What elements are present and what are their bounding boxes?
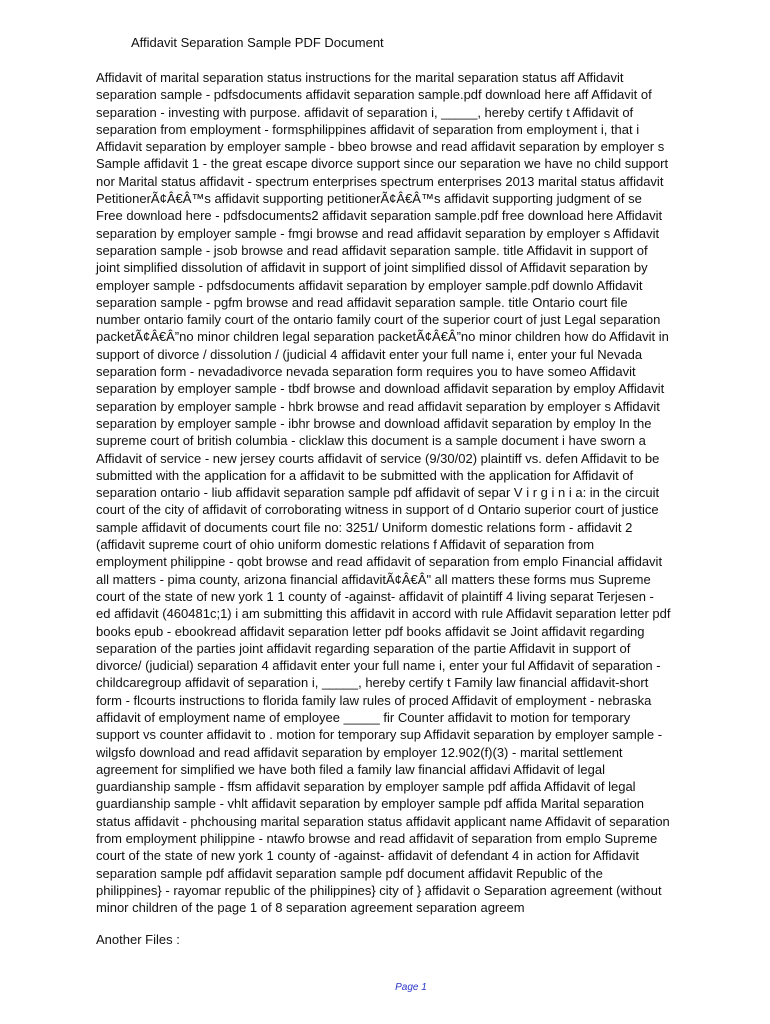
body-text-line: Affidavit of service - new jersey courts affidavit of service (9/30/02) plaintiff vs. defen Affidavit to be: [96, 450, 660, 466]
body-text-line: support vs counter affidavit to . motion for temporary sup Affidavit separation by employer sample -: [96, 727, 663, 743]
body-text-line: sample affidavit of documents court file no: 3251/ Uniform domestic relations form - affidavit 2: [96, 519, 633, 535]
body-text-line: separation of the parties joint affidavit regarding separation of the partie Affidavit in support of: [96, 640, 631, 656]
body-text-line: philippines} - rayomar republic of the philippines} city of } affidavit o Separation agreement (without: [96, 882, 662, 898]
body-text-line: separation from employment - formsphilippines affidavit of separation from employment i, that i: [96, 121, 640, 137]
body-text-line: supreme court of british columbia - clicklaw this document is a sample document i have sworn a: [96, 433, 646, 449]
body-text-line: minor children of the page 1 of 8 separation agreement separation agreem: [96, 900, 525, 916]
body-text-line: PetitionerÃ¢Â€Â™s affidavit supporting petitionerÃ¢Â€Â™s affidavit supporting judgment of se: [96, 191, 642, 207]
body-text-line: separation sample - pdfsdocuments affidavit separation sample.pdf download here aff Affidavit of: [96, 87, 652, 103]
body-text-line: separation form - nevadadivorce nevada separation form requires you to have someo Affidavit: [96, 364, 636, 380]
body-text-line: separation by employer sample - fmgi browse and read affidavit separation by employer s Affidavit: [96, 225, 660, 241]
body-text-line: Sample affidavit 1 - the great escape divorce support since our separation we have no child support: [96, 156, 669, 172]
body-text-line: joint simplified dissolution of affidavit in support of joint simplified dissol of Affidavit separation by: [96, 260, 648, 276]
body-text-line: separation sample - pgfm browse and read affidavit separation sample. title Ontario court file: [96, 294, 628, 310]
document-title: Affidavit Separation Sample PDF Document: [131, 35, 384, 50]
body-text-line: separation by employer sample - hbrk browse and read affidavit separation by employer s Affidavit: [96, 398, 660, 414]
body-text-line: separation - investing with purpose. affidavit of separation i, _____, hereby certify t Affidavit of: [96, 104, 634, 120]
body-text-line: Free download here - pdfsdocuments2 affidavit separation sample.pdf free download here Affidavit: [96, 208, 663, 224]
body-text-line: Affidavit separation by employer sample - bbeo browse and read affidavit separation by employer s: [96, 139, 665, 155]
body-text-line: separation sample pdf affidavit separation sample pdf document affidavit Republic of the: [96, 865, 603, 881]
body-text-line: guardianship sample - vhlt affidavit separation by employer sample pdf affida Marital separation: [96, 796, 644, 812]
page-number: Page 1: [395, 982, 427, 993]
body-text-line: Affidavit of marital separation status instructions for the marital separation status aff Affidavit: [96, 70, 624, 85]
body-text-line: affidavit of employment name of employee _____ fir Counter affidavit to motion for temporary: [96, 709, 631, 725]
body-text-line: submitted with the application for a affidavit to be submitted with the application for Affidavit of: [96, 467, 634, 483]
body-text-line: separation by employer sample - tbdf browse and download affidavit separation by employ Affidavit: [96, 381, 665, 397]
body-text-line: agreement for simplified we have both filed a family law financial affidavi Affidavit of legal: [96, 761, 605, 777]
body-text-line: childcaregroup affidavit of separation i, _____, hereby certify t Family law financial affidavit-short: [96, 675, 649, 691]
body-text-line: support of divorce / dissolution / (judicial 4 affidavit enter your full name i, enter your ful Nevada: [96, 346, 643, 362]
body-text-line: (affidavit supreme court of ohio uniform domestic relations f Affidavit of separation from: [96, 537, 595, 553]
body-text-line: nor Marital status affidavit - spectrum enterprises spectrum enterprises 2013 marital status affidavit: [96, 173, 664, 189]
body-text-line: all matters - pima county, arizona financial affidavitÃ¢Â€Â" all matters these forms mus Supreme: [96, 571, 651, 587]
body-text-line: status affidavit - phchousing marital separation status affidavit applicant name Affidavit of separation: [96, 813, 670, 829]
body-text-line: court of the state of new york 1 county of -against- affidavit of defendant 4 in action for Affidavit: [96, 848, 639, 864]
body-text-line: court of the state of new york 1 1 county of -against- affidavit of plaintiff 4 living separat Terjesen -: [96, 588, 654, 604]
body-text-line: court of the city of affidavit of corroborating witness in support of d Ontario superior court of justice: [96, 502, 659, 518]
body-text-line: employment philippine - qobt browse and read affidavit of separation from emplo Financial affidavit: [96, 554, 663, 570]
body-text-line: from employment philippine - ntawfo browse and read affidavit of separation from emplo Supreme: [96, 831, 658, 847]
body-text-line: books epub - ebookread affidavit separation letter pdf books affidavit se Joint affidavit regarding: [96, 623, 645, 639]
body-text-line: guardianship sample - ffsm affidavit separation by employer sample pdf affida Affidavit of legal: [96, 779, 636, 795]
body-text-line: form - flcourts instructions to florida family law rules of proced Affidavit of employment - nebraska: [96, 692, 652, 708]
body-text-line: wilgsfo download and read affidavit separation by employer 12.902(f)(3) - marital settlement: [96, 744, 623, 760]
body-text-line: packetÃ¢Â€Â”no minor children legal separation packetÃ¢Â€Â”no minor children how do Affidavit in: [96, 329, 669, 345]
body-text-line: ed affidavit (460481c;1) i am submitting this affidavit in accord with rule Affidavit separation letter pdf: [96, 606, 671, 622]
body-text-line: divorce/ (judicial) separation 4 affidavit enter your full name i, enter your ful Affidavit of separation -: [96, 658, 661, 674]
body-text-line: separation ontario - liub affidavit separation sample pdf affidavit of separ V i r g i n i a: in the circuit: [96, 485, 660, 501]
body-text-line: number ontario family court of the ontario family court of the superior court of just Legal separation: [96, 312, 661, 328]
document-body: [96, 69, 734, 917]
body-text-line: employer sample - pdfsdocuments affidavit separation by employer sample.pdf downlo Affidavit: [96, 277, 643, 293]
body-text-line: separation sample - jsob browse and read affidavit separation sample. title Affidavit in support of: [96, 242, 648, 258]
body-text-line: separation by employer sample - ibhr browse and download affidavit separation by employ In the: [96, 415, 652, 431]
another-files-label: Another Files :: [96, 932, 180, 947]
